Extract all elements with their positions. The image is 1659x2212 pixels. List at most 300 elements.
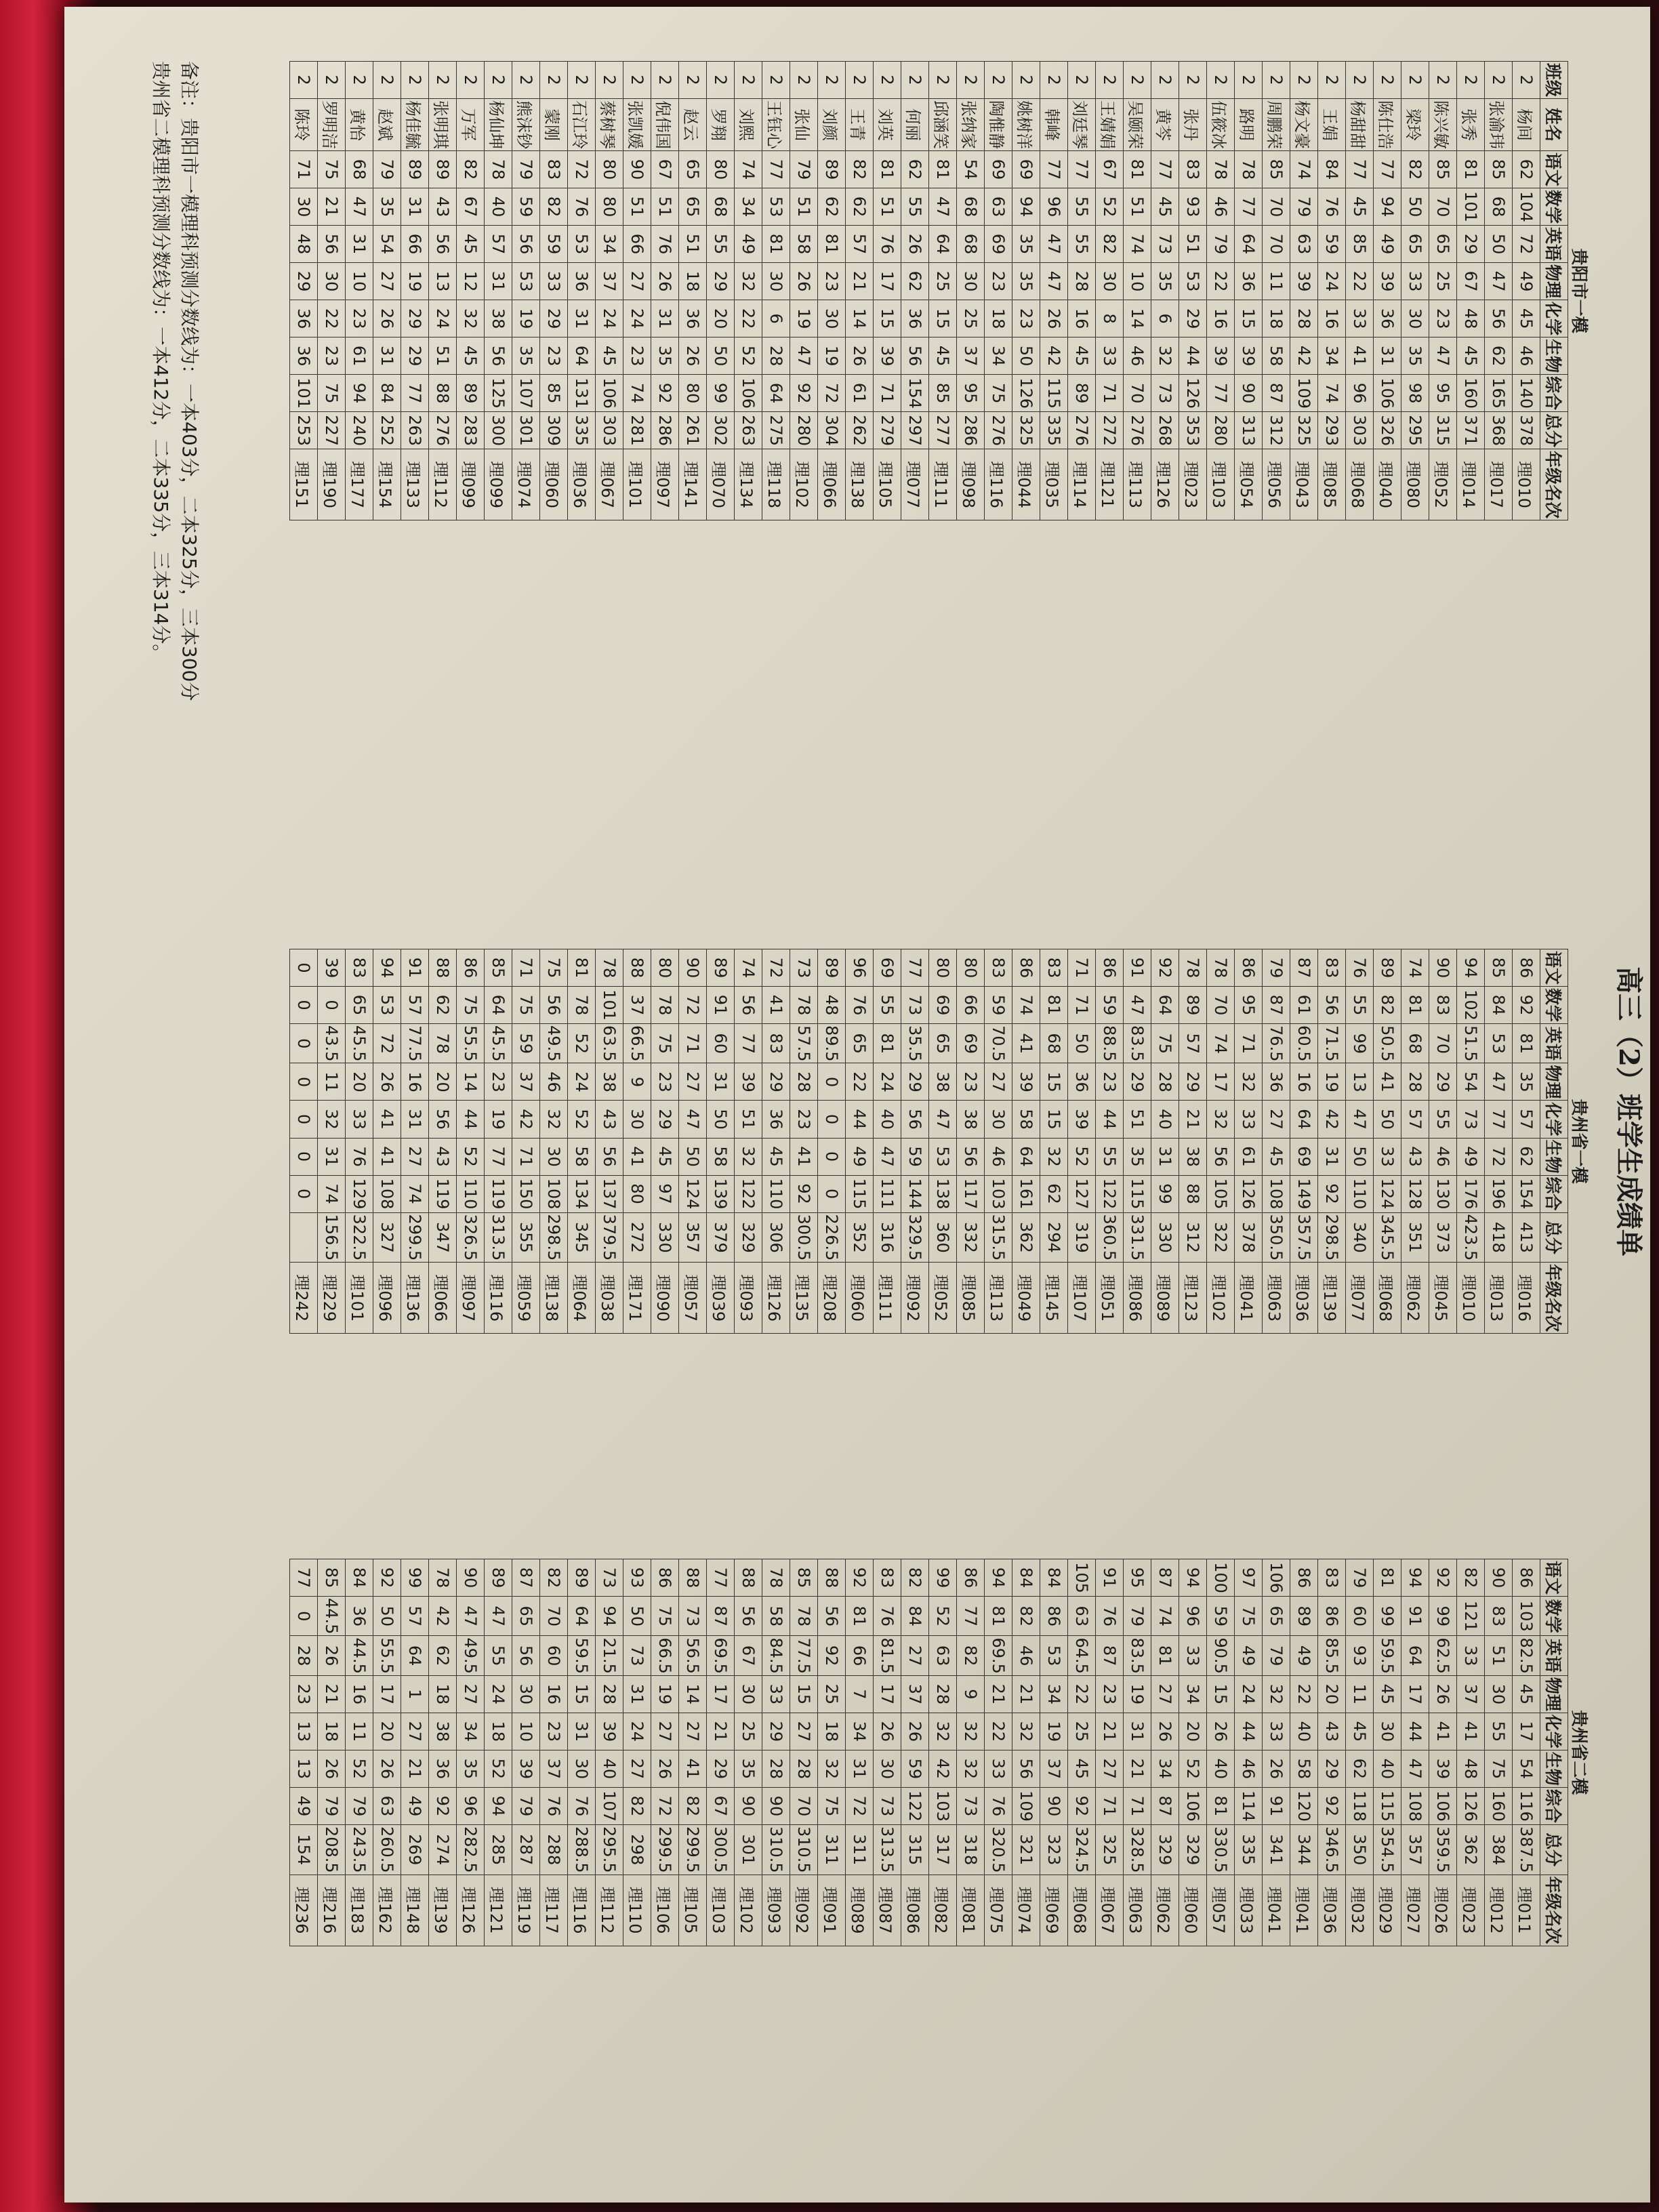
column-header: 年级名次 xyxy=(1540,1263,1568,1334)
table-cell: 82.5 xyxy=(1513,1636,1540,1675)
table-cell: 理111 xyxy=(874,1263,901,1334)
table-cell: 300.5 xyxy=(790,1212,818,1263)
table-cell: 87 xyxy=(1263,987,1290,1024)
table-row xyxy=(1235,949,1263,1334)
table-row xyxy=(1179,949,1207,1334)
table-cell: 78 xyxy=(1207,151,1235,188)
table-cell: 9 xyxy=(957,1675,985,1713)
table-cell: 32 xyxy=(1151,337,1179,375)
table-cell: 38 xyxy=(929,1063,957,1101)
table-cell: 50 xyxy=(1068,1024,1096,1063)
table-row xyxy=(596,949,623,1334)
table-cell: 0 xyxy=(818,1175,846,1212)
table-cell: 39 xyxy=(1012,1063,1040,1101)
table-cell: 34 xyxy=(457,1713,485,1750)
table-cell: 55 xyxy=(1485,1713,1513,1750)
table-cell: 295 xyxy=(1401,412,1429,449)
table-cell: 90 xyxy=(457,1559,485,1597)
table-cell: 杨佳毓 xyxy=(401,99,429,151)
table-cell: 354.5 xyxy=(1374,1824,1401,1875)
table-cell: 263 xyxy=(735,412,762,449)
column-header: 年级名次 xyxy=(1540,1875,1568,1946)
table-row xyxy=(540,949,568,1334)
table-cell: 吴颐荣 xyxy=(1124,99,1151,151)
table-cell: 理118 xyxy=(762,449,790,520)
table-cell: 47 xyxy=(1401,1750,1429,1787)
table-row xyxy=(1040,62,1068,520)
table-cell: 102 xyxy=(1457,987,1485,1024)
table-cell: 49 xyxy=(1513,263,1540,300)
table-cell: 梁玲 xyxy=(1401,99,1429,151)
table-cell: 318 xyxy=(957,1824,985,1875)
table-cell: 46 xyxy=(985,1138,1012,1175)
table-cell: 25 xyxy=(1068,1713,1096,1750)
table-cell: 57 xyxy=(1513,1101,1540,1138)
table-row xyxy=(623,1559,651,1946)
table-cell: 理057 xyxy=(1207,1875,1235,1946)
table-cell: 62 xyxy=(1346,1750,1374,1787)
table-cell: 15 xyxy=(790,1675,818,1713)
table-cell: 93 xyxy=(623,1559,651,1597)
table-cell: 89 xyxy=(818,949,846,987)
table-cell: 33 xyxy=(1401,263,1429,300)
table-cell: 理026 xyxy=(1429,1875,1457,1946)
table-cell: 63 xyxy=(985,188,1012,226)
table-row xyxy=(1124,1559,1151,1946)
table-row xyxy=(429,62,457,520)
table-cell: 理040 xyxy=(1374,449,1401,520)
table-cell: 57 xyxy=(1179,1024,1207,1063)
table-cell: 74 xyxy=(1207,1024,1235,1063)
table-cell: 33 xyxy=(1263,1713,1290,1750)
table-cell: 83 xyxy=(346,949,373,987)
table-cell: 28 xyxy=(290,1636,318,1675)
table-cell: 理162 xyxy=(373,1875,401,1946)
table-cell: 76 xyxy=(568,188,596,226)
table-cell: 76.5 xyxy=(1263,1024,1290,1063)
table-cell: 15 xyxy=(874,300,901,337)
table-cell: 刘英 xyxy=(874,99,901,151)
table-cell: 69 xyxy=(985,226,1012,263)
table-cell: 2 xyxy=(762,62,790,99)
table-row xyxy=(373,949,401,1334)
table-cell: 319 xyxy=(1068,1212,1096,1263)
table-cell: 理010 xyxy=(1457,1263,1485,1334)
table-cell: 理029 xyxy=(1374,1875,1401,1946)
table-cell: 0 xyxy=(290,987,318,1024)
table-cell: 78 xyxy=(1235,151,1263,188)
table-cell: 94 xyxy=(1012,188,1040,226)
table-cell: 79 xyxy=(1124,1597,1151,1636)
table-cell: 理139 xyxy=(1318,1263,1346,1334)
table-cell: 理116 xyxy=(985,449,1012,520)
table-cell: 88 xyxy=(679,1559,707,1597)
table-cell: 75 xyxy=(818,1787,846,1824)
table-cell: 75 xyxy=(985,375,1012,412)
table-cell: 52 xyxy=(1068,1138,1096,1175)
table-cell: 29 xyxy=(1457,226,1485,263)
table-cell: 56 xyxy=(540,987,568,1024)
notes xyxy=(146,61,203,701)
table-cell: 160 xyxy=(1485,1787,1513,1824)
table-cell: 140 xyxy=(1513,375,1540,412)
table-cell: 94 xyxy=(1401,1559,1429,1597)
table-cell: 29 xyxy=(707,1750,735,1787)
table-cell: 81 xyxy=(1513,1024,1540,1063)
table-cell: 31 xyxy=(373,337,401,375)
table-cell: 27 xyxy=(623,263,651,300)
table-row xyxy=(874,1559,901,1946)
table-cell: 50 xyxy=(623,1597,651,1636)
table-cell: 45 xyxy=(1346,1713,1374,1750)
table-cell: 80 xyxy=(957,949,985,987)
table-cell: 72 xyxy=(1513,226,1540,263)
table-cell: 17 xyxy=(1401,1675,1429,1713)
table-cell: 2 xyxy=(1346,62,1374,99)
table-cell: 68 xyxy=(1040,1024,1068,1063)
table-cell: 理208 xyxy=(818,1263,846,1334)
table-cell: 74 xyxy=(1401,949,1429,987)
table-cell: 62 xyxy=(901,263,929,300)
table-cell: 94 xyxy=(373,949,401,987)
table-cell: 315 xyxy=(901,1824,929,1875)
table-cell: 理066 xyxy=(818,449,846,520)
table-cell: 37 xyxy=(512,1063,540,1101)
table-cell: 76 xyxy=(1318,188,1346,226)
table-cell: 85 xyxy=(540,375,568,412)
table-cell: 理114 xyxy=(1068,449,1096,520)
table-cell: 25 xyxy=(929,263,957,300)
table-cell: 35 xyxy=(457,1750,485,1787)
table-cell: 84 xyxy=(373,375,401,412)
table-row xyxy=(1457,62,1485,520)
table-cell: 309 xyxy=(540,412,568,449)
table-cell: 王青 xyxy=(846,99,874,151)
table-cell: 85 xyxy=(1429,151,1457,188)
table-cell: 300.5 xyxy=(707,1824,735,1875)
table-cell: 62 xyxy=(846,188,874,226)
table-cell: 理041 xyxy=(1290,1875,1318,1946)
table-cell: 39 xyxy=(596,1713,623,1750)
table-cell: 47 xyxy=(346,188,373,226)
table-cell: 刘颜 xyxy=(818,99,846,151)
table-row xyxy=(568,949,596,1334)
table-cell: 57.5 xyxy=(790,1024,818,1063)
table-cell: 94 xyxy=(985,1559,1012,1597)
table-cell: 56 xyxy=(957,1138,985,1175)
table-cell: 86 xyxy=(1096,949,1124,987)
table-cell: 90 xyxy=(679,949,707,987)
table-cell: 108 xyxy=(540,1175,568,1212)
table-cell: 92 xyxy=(1429,1559,1457,1597)
table-cell: 30 xyxy=(568,1750,596,1787)
table-cell: 126 xyxy=(1457,1787,1485,1824)
table-cell: 41 xyxy=(762,987,790,1024)
table-cell: 138 xyxy=(929,1175,957,1212)
table-cell: 23 xyxy=(1096,1675,1124,1713)
table-cell: 31 xyxy=(568,300,596,337)
table-cell: 77 xyxy=(485,1138,512,1175)
table-cell: 44.5 xyxy=(318,1597,346,1636)
table-cell: 13 xyxy=(1346,1063,1374,1101)
table-row xyxy=(623,62,651,520)
group-label-guiyang: 贵阳市一模 xyxy=(1568,62,1593,520)
table-cell: 45 xyxy=(596,337,623,375)
table-row xyxy=(1429,949,1457,1334)
table-cell: 36 xyxy=(290,337,318,375)
table-cell: 48 xyxy=(1457,1750,1485,1787)
table-cell: 124 xyxy=(1374,1175,1401,1212)
table-cell: 理138 xyxy=(540,1263,568,1334)
table-cell: 26 xyxy=(373,1750,401,1787)
table-cell: 42 xyxy=(1040,337,1068,375)
table-cell: 40 xyxy=(1151,1101,1179,1138)
table-cell: 357 xyxy=(679,1212,707,1263)
table-cell: 31 xyxy=(346,226,373,263)
table-cell: 88.5 xyxy=(1096,1024,1124,1063)
table-cell: 11 xyxy=(1263,263,1290,300)
table-row xyxy=(1290,1559,1318,1946)
table-cell: 94 xyxy=(1179,1559,1207,1597)
table-cell: 82 xyxy=(1374,987,1401,1024)
table-cell: 56 xyxy=(1012,1750,1040,1787)
table-cell: 理060 xyxy=(540,449,568,520)
table-cell: 28 xyxy=(596,1675,623,1713)
table-cell: 55 xyxy=(1096,1138,1124,1175)
table-cell: 27 xyxy=(1151,1675,1179,1713)
table-cell: 301 xyxy=(512,412,540,449)
table-cell: 75 xyxy=(318,151,346,188)
table-cell: 32 xyxy=(929,1713,957,1750)
table-cell: 2 xyxy=(818,62,846,99)
table-cell: 45 xyxy=(1346,188,1374,226)
table-cell: 77 xyxy=(1346,151,1374,188)
table-cell: 35 xyxy=(651,337,679,375)
table-cell: 41 xyxy=(1429,1713,1457,1750)
table-cell: 85 xyxy=(318,1559,346,1597)
table-row xyxy=(512,62,540,520)
table-cell: 15 xyxy=(1235,300,1263,337)
table-row xyxy=(1207,949,1235,1334)
table-row xyxy=(457,62,485,520)
table-cell: 280 xyxy=(1207,412,1235,449)
table-cell: 32 xyxy=(318,1101,346,1138)
table-cell: 85 xyxy=(790,1559,818,1597)
table-cell: 70 xyxy=(1124,375,1151,412)
table-cell: 42 xyxy=(1290,337,1318,375)
table-cell: 119 xyxy=(429,1175,457,1212)
table-cell: 77 xyxy=(290,1559,318,1597)
table-cell: 47 xyxy=(1124,987,1151,1024)
table-cell: 34 xyxy=(596,226,623,263)
table-cell: 44 xyxy=(457,1101,485,1138)
table-cell: 346.5 xyxy=(1318,1824,1346,1875)
table-cell: 154 xyxy=(290,1824,318,1875)
table-cell: 19 xyxy=(1318,1063,1346,1101)
table-cell: 154 xyxy=(901,375,929,412)
table-cell: 18 xyxy=(679,263,707,300)
table-cell: 260.5 xyxy=(373,1824,401,1875)
table-cell: 52 xyxy=(568,1101,596,1138)
table-row xyxy=(1096,949,1124,1334)
table-cell: 2 xyxy=(1401,62,1429,99)
table-cell: 34 xyxy=(846,1713,874,1750)
table-cell: 87 xyxy=(512,1559,540,1597)
table-row xyxy=(1513,62,1540,520)
table-cell: 理062 xyxy=(1401,1263,1429,1334)
table-cell: 29 xyxy=(540,300,568,337)
table-cell: 276 xyxy=(1124,412,1151,449)
table-cell: 275 xyxy=(762,412,790,449)
table-cell: 310.5 xyxy=(762,1824,790,1875)
table-cell: 126 xyxy=(1012,375,1040,412)
table-cell: 理102 xyxy=(735,1875,762,1946)
table-body-3 xyxy=(290,1559,1540,1946)
table-cell: 45 xyxy=(762,1138,790,1175)
note-line-1: 备注：贵阳市一模理科预测分数线为：一本403分，二本325分，三本300分 xyxy=(178,61,201,701)
table-cell: 49 xyxy=(290,1787,318,1824)
table-cell: 92 xyxy=(1318,1787,1346,1824)
table-cell: 303 xyxy=(1346,412,1374,449)
table-cell: 黄怡 xyxy=(346,99,373,151)
table-cell: 345 xyxy=(568,1212,596,1263)
table-cell: 90 xyxy=(762,1787,790,1824)
table-cell: 84 xyxy=(901,1597,929,1636)
table-cell: 300 xyxy=(485,412,512,449)
table-cell: 317 xyxy=(929,1824,957,1875)
table-cell: 89 xyxy=(1179,987,1207,1024)
table-cell: 299.5 xyxy=(679,1824,707,1875)
table-cell: 176 xyxy=(1457,1175,1485,1212)
table-cell: 313.5 xyxy=(874,1824,901,1875)
table-cell: 36 xyxy=(568,263,596,300)
table-cell: 49 xyxy=(1235,1636,1263,1675)
column-header: 数学 xyxy=(1540,188,1568,226)
table-cell: 2 xyxy=(790,62,818,99)
table-cell: 49 xyxy=(846,1138,874,1175)
table-cell: 71 xyxy=(1096,375,1124,412)
table-cell: 77 xyxy=(1374,151,1401,188)
table-cell: 110 xyxy=(1346,1175,1374,1212)
table-cell: 126 xyxy=(1179,375,1207,412)
table-cell: 30 xyxy=(512,1675,540,1713)
table-cell: 62 xyxy=(429,987,457,1024)
table-cell: 32 xyxy=(735,263,762,300)
table-cell: 37 xyxy=(1040,1750,1068,1787)
table-cell: 49.5 xyxy=(457,1636,485,1675)
table-cell: 理126 xyxy=(1151,449,1179,520)
table-cell: 47 xyxy=(929,1101,957,1138)
table-cell: 44 xyxy=(1096,1101,1124,1138)
table-cell: 61 xyxy=(846,375,874,412)
table-cell: 124 xyxy=(679,1175,707,1212)
table-cell: 52 xyxy=(1096,188,1124,226)
table-cell: 87 xyxy=(1263,375,1290,412)
table-cell: 理068 xyxy=(1346,449,1374,520)
table-cell: 47 xyxy=(1429,337,1457,375)
table-cell: 41 xyxy=(679,1750,707,1787)
table-cell: 杨间 xyxy=(1513,99,1540,151)
table-cell: 27 xyxy=(457,1675,485,1713)
table-cell: 51 xyxy=(735,1101,762,1138)
table-cell: 28 xyxy=(1290,300,1318,337)
table-cell: 27 xyxy=(651,1713,679,1750)
table-cell: 25 xyxy=(735,1713,762,1750)
table-cell: 理057 xyxy=(679,1263,707,1334)
table-row xyxy=(1290,949,1318,1334)
table-cell: 56 xyxy=(735,1597,762,1636)
table-cell: 87 xyxy=(1151,1787,1179,1824)
table-cell: 27 xyxy=(985,1063,1012,1101)
table-cell: 71 xyxy=(1235,1024,1263,1063)
table-cell: 77 xyxy=(1151,151,1179,188)
table-cell: 52 xyxy=(1179,1750,1207,1787)
table-cell: 127 xyxy=(1068,1175,1096,1212)
table-cell: 69 xyxy=(874,949,901,987)
table-cell: 86 xyxy=(1235,949,1263,987)
table-cell: 276 xyxy=(1068,412,1096,449)
table-cell: 理136 xyxy=(401,1263,429,1334)
table-cell: 67 xyxy=(1096,151,1124,188)
table-cell: 23 xyxy=(790,1101,818,1138)
table-cell: 299.5 xyxy=(651,1824,679,1875)
table-cell: 51 xyxy=(1124,1101,1151,1138)
table-cell: 97 xyxy=(651,1175,679,1212)
table-cell: 理032 xyxy=(1346,1875,1374,1946)
table-cell: 117 xyxy=(957,1175,985,1212)
table-cell: 75 xyxy=(1485,1750,1513,1787)
table-cell: 49.5 xyxy=(540,1024,568,1063)
table-cell: 33 xyxy=(1096,337,1124,375)
table-cell: 71 xyxy=(1068,949,1096,987)
table-cell: 26 xyxy=(651,1750,679,1787)
table-cell: 78 xyxy=(790,1597,818,1636)
table-cell: 理056 xyxy=(1263,449,1290,520)
table-cell: 122 xyxy=(735,1175,762,1212)
table-cell: 71 xyxy=(1068,987,1096,1024)
table-cell: 83 xyxy=(1318,949,1346,987)
table-cell: 12 xyxy=(457,263,485,300)
table-cell: 88 xyxy=(429,375,457,412)
table-cell: 47 xyxy=(1485,263,1513,300)
table-cell: 87 xyxy=(1290,949,1318,987)
table-cell: 86 xyxy=(651,1559,679,1597)
column-header: 化学 xyxy=(1540,1713,1568,1750)
column-header: 年级名次 xyxy=(1540,449,1568,520)
table-cell: 99 xyxy=(1374,1597,1401,1636)
table-cell: 理090 xyxy=(651,1263,679,1334)
table-cell: 15 xyxy=(1207,1675,1235,1713)
table-cell: 16 xyxy=(1068,300,1096,337)
table-cell: 64 xyxy=(1290,1101,1318,1138)
table-cell: 61 xyxy=(346,337,373,375)
table-cell: 76 xyxy=(874,226,901,263)
table-cell: 理092 xyxy=(790,1875,818,1946)
table-cell: 29 xyxy=(1179,300,1207,337)
table-cell: 21 xyxy=(318,1675,346,1713)
table-cell: 279 xyxy=(874,412,901,449)
table-cell: 81 xyxy=(1401,987,1429,1024)
table-cell: 322.5 xyxy=(346,1212,373,1263)
table-cell: 73 xyxy=(679,1597,707,1636)
table-cell: 邱涵笑 xyxy=(929,99,957,151)
column-header: 物理 xyxy=(1540,1675,1568,1713)
table-cell: 59 xyxy=(901,1750,929,1787)
table-cell: 倪伟国 xyxy=(651,99,679,151)
table-row xyxy=(1012,949,1040,1334)
table-cell: 59 xyxy=(512,1024,540,1063)
table-cell: 杨仙坤 xyxy=(485,99,512,151)
